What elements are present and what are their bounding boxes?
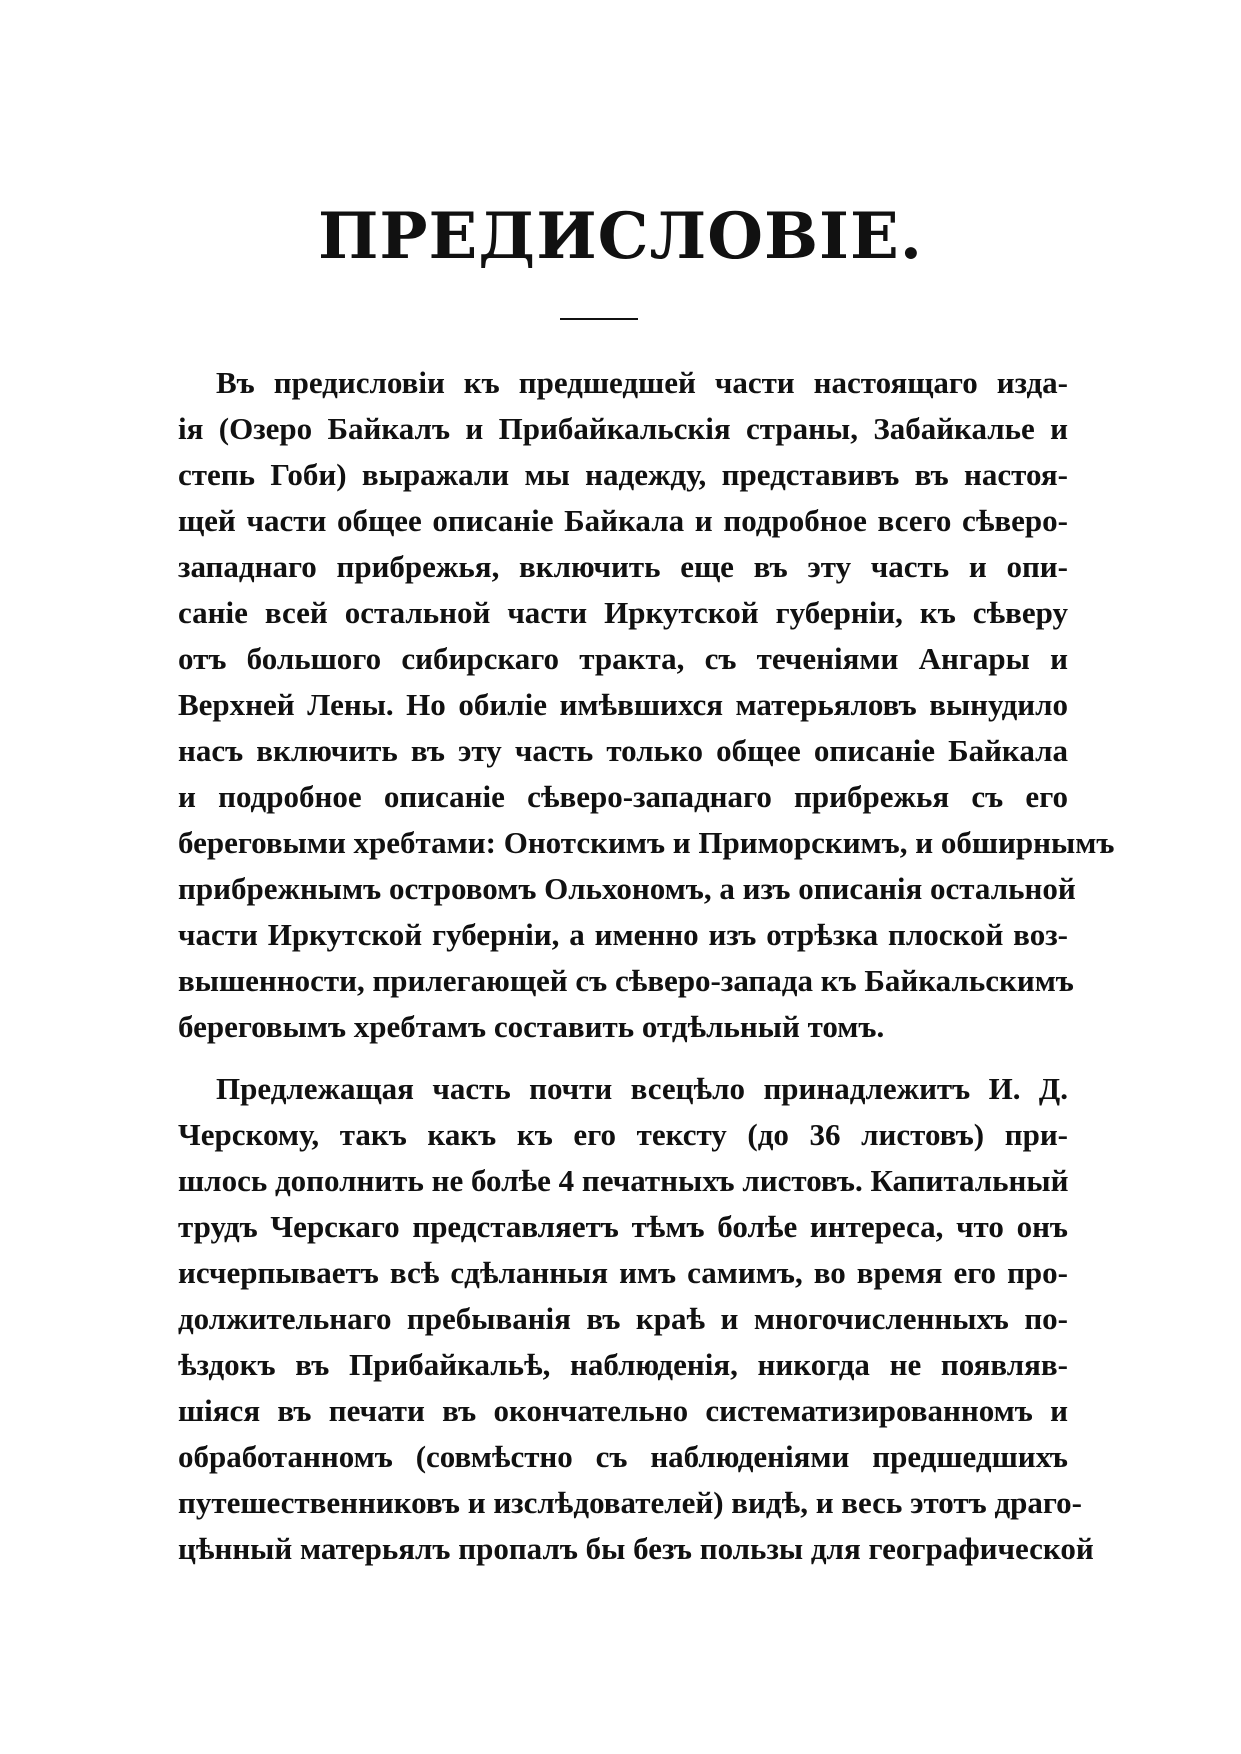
text-line: части Иркутской губерніи, а именно изъ отрѣзка плоской воз-: [178, 917, 1068, 952]
text-line: Предлежащая часть почти всецѣло принадлежитъ И. Д.: [216, 1071, 1068, 1106]
text-line: путешественниковъ и изслѣдователей) видѣ, и весь этотъ драго-: [178, 1485, 1082, 1520]
text-line: обработанномъ (совмѣстно съ наблюденіями предшедшихъ: [178, 1439, 1068, 1474]
text-line: шлось дополнить не болѣе 4 печатныхъ листовъ. Капитальный: [178, 1163, 1069, 1198]
text-line: Черскому, такъ какъ къ его тексту (до 36 листовъ) при-: [178, 1117, 1068, 1152]
text-line: цѣнный матерьялъ пропалъ бы безъ пользы для географической: [178, 1531, 1094, 1566]
paragraph-2: [178, 1066, 1094, 1572]
paragraph-gap: [178, 1050, 1068, 1066]
text-line: трудъ Черскаго представляетъ тѣмъ болѣе интереса, что онъ: [178, 1209, 1068, 1244]
text-line: Въ предисловіи къ предшедшей части настоящаго изда-: [216, 365, 1068, 400]
text-line: отъ большого сибирскаго тракта, съ теченіями Ангары и: [178, 641, 1068, 676]
text-line: щей части общее описаніе Байкала и подробное всего сѣверо-: [178, 503, 1068, 538]
text-line: насъ включить въ эту часть только общее описаніе Байкала: [178, 733, 1068, 768]
body-text: [178, 360, 1115, 1572]
paragraph-1: [178, 360, 1115, 1050]
text-line: вышенности, прилегающей съ сѣверо-запада къ Байкальскимъ: [178, 963, 1074, 998]
text-line: ѣздокъ въ Прибайкальѣ, наблюденія, никогда не появляв-: [178, 1347, 1068, 1382]
text-line: степь Гоби) выражали мы надежду, представивъ въ настоя-: [178, 457, 1068, 492]
text-line: ія (Озеро Байкалъ и Прибайкальскія страны, Забайкалье и: [178, 411, 1068, 446]
text-line: саніе всей остальной части Иркутской губерніи, къ сѣверу: [178, 595, 1068, 630]
text-line: Верхней Лены. Но обиліе имѣвшихся матерьяловъ вынудило: [178, 687, 1068, 722]
text-line: шіяся въ печати въ окончательно систематизированномъ и: [178, 1393, 1068, 1428]
page-title: ПРЕДИСЛОВІЕ.: [317, 199, 924, 274]
text-line: западнаго прибрежья, включить еще въ эту часть и опи-: [178, 549, 1068, 584]
title-separator: [560, 318, 638, 320]
text-line: должительнаго пребыванія въ краѣ и многочисленныхъ по-: [178, 1301, 1068, 1336]
text-line: исчерпываетъ всѣ сдѣланныя имъ самимъ, во время его про-: [178, 1255, 1068, 1290]
text-line: прибрежнымъ островомъ Ольхономъ, а изъ описанія остальной: [178, 871, 1076, 906]
text-line: и подробное описаніе сѣверо-западнаго прибрежья съ его: [178, 779, 1068, 814]
text-line: береговыми хребтами: Онотскимъ и Приморскимъ, и обширнымъ: [178, 825, 1115, 860]
text-line: береговымъ хребтамъ составить отдѣльный томъ.: [178, 1009, 885, 1044]
